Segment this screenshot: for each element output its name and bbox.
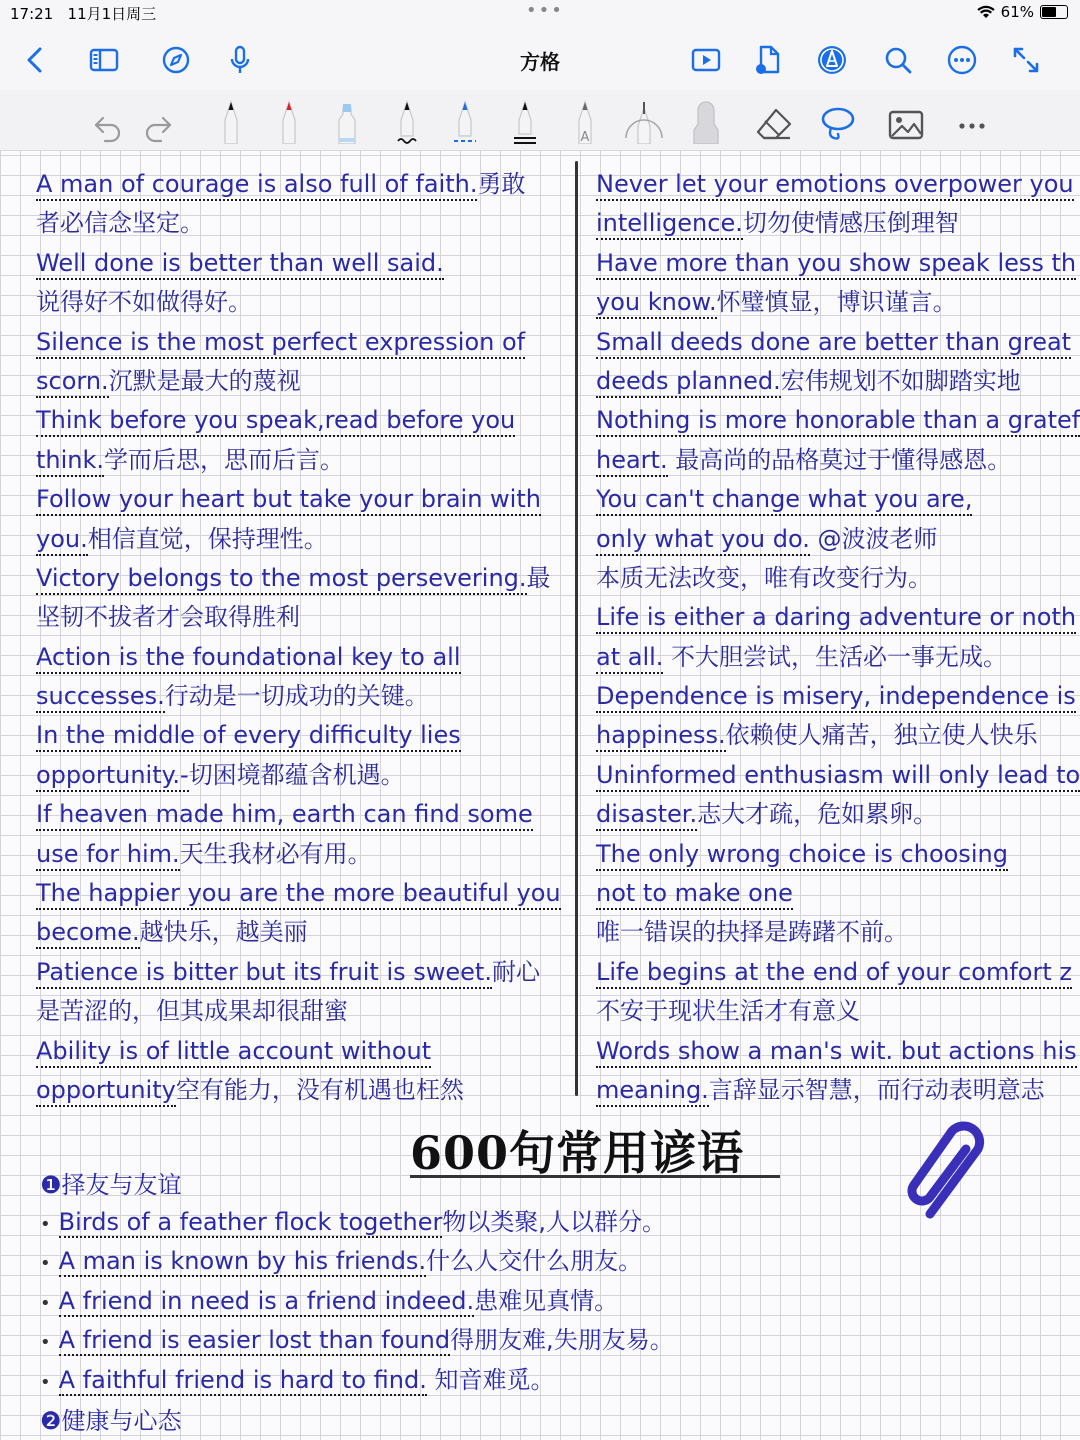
right-column-line xyxy=(596,1032,1080,1071)
right-column-line xyxy=(596,480,1080,519)
chinese-text: 不大胆尝试，生活必一事无成。 xyxy=(663,642,1008,671)
right-column-line xyxy=(596,1071,1080,1110)
right-column-line xyxy=(596,638,1080,677)
left-column-line xyxy=(36,913,568,952)
english-text: successes. xyxy=(36,682,165,713)
chinese-text: 者必信念坚定。 xyxy=(36,209,204,238)
left-column-line xyxy=(36,992,568,1031)
pen-black-icon[interactable] xyxy=(214,98,248,144)
right-column-line xyxy=(596,204,1080,243)
right-column-line xyxy=(596,559,1080,598)
left-column-line xyxy=(36,244,568,283)
left-column-line xyxy=(36,598,568,637)
ruler-pen-icon[interactable] xyxy=(622,98,666,144)
right-column-line xyxy=(596,362,1080,401)
english-text: disaster. xyxy=(596,800,697,831)
left-column-line xyxy=(36,323,568,362)
english-text: A man is known by his friends. xyxy=(58,1247,427,1276)
left-column-line xyxy=(36,362,568,401)
english-text: Silence is the most perfect expression of xyxy=(36,328,525,359)
english-text: scorn. xyxy=(36,367,109,398)
english-text: opportunity.- xyxy=(36,761,189,792)
proverb-list xyxy=(40,1203,760,1400)
left-column-line xyxy=(36,441,568,480)
chinese-text: 本质无法改变，唯有改变行为。 xyxy=(596,563,932,592)
chinese-text: 怀璧慎显，博识谨言。 xyxy=(716,288,957,317)
eraser-icon[interactable] xyxy=(752,98,796,144)
chinese-text: 说得好不如做得好。 xyxy=(36,288,252,317)
left-column-line xyxy=(36,401,568,440)
page-heading: 600句常用谚语 xyxy=(410,1117,780,1178)
expand-icon[interactable] xyxy=(1008,42,1044,78)
chinese-text: 坚韧不拔者才会取得胜利 xyxy=(36,603,300,632)
chinese-text: 切困境都蕴含机遇。 xyxy=(188,760,405,789)
english-text: Action is the foundational key to all xyxy=(36,643,461,674)
chinese-text: 知音难觅。 xyxy=(426,1365,555,1394)
english-text: Words show a man's wit. but actions his xyxy=(596,1037,1077,1068)
right-column xyxy=(596,165,1080,1110)
english-text: Nothing is more honorable than a gratef xyxy=(596,406,1080,437)
svg-text:A: A xyxy=(580,130,590,144)
paperclip-icon xyxy=(900,1119,1000,1229)
document-icon[interactable] xyxy=(750,42,786,78)
highlighter-blue-icon[interactable] xyxy=(330,98,364,144)
status-right xyxy=(977,3,1068,21)
chinese-text: 学而后思，思而后言。 xyxy=(104,445,345,474)
english-text: Victory belongs to the most persevering. xyxy=(36,564,527,595)
chinese-text: 勇敢 xyxy=(477,170,526,198)
chinese-text: 是苦涩的，但其成果却很甜蜜 xyxy=(36,997,348,1026)
right-column-line xyxy=(596,835,1080,874)
left-column-line xyxy=(36,1071,568,1110)
left-column-line xyxy=(36,716,568,755)
chinese-text: 切勿使情感压倒理智 xyxy=(742,209,959,238)
chinese-text: 最 xyxy=(526,563,551,592)
chinese-text: 依赖使人痛苦，独立使人快乐 xyxy=(725,721,1038,750)
back-icon[interactable] xyxy=(18,42,54,78)
left-column-line xyxy=(36,677,568,716)
chinese-text: 空有能力，没有机遇也枉然 xyxy=(175,1075,464,1104)
chinese-text: 沉默是最大的蔑视 xyxy=(108,366,301,395)
left-column-line xyxy=(36,1032,568,1071)
pen-underline-icon[interactable] xyxy=(508,98,542,144)
english-text: think. xyxy=(36,446,104,477)
chinese-text: 相信直觉，保持理性。 xyxy=(87,524,328,553)
english-text: meaning. xyxy=(596,1076,709,1107)
chinese-text: 天生我材必有用。 xyxy=(179,839,372,868)
english-text: use for him. xyxy=(36,840,180,871)
column-divider xyxy=(575,161,578,1096)
pen-wavy-icon[interactable] xyxy=(390,98,424,144)
chinese-text: @波波老师 xyxy=(809,524,938,553)
chinese-text: 唯一错误的抉择是踌躇不前。 xyxy=(596,918,908,947)
right-column-line xyxy=(596,441,1080,480)
bullet-icon: • xyxy=(40,1332,51,1354)
chinese-text: 患难见真情。 xyxy=(474,1286,619,1315)
english-text: Never let your emotions overpower you xyxy=(596,170,1074,201)
english-text: A faithful friend is hard to find. xyxy=(58,1365,427,1394)
right-column-line xyxy=(596,244,1080,283)
english-text: Life begins at the end of your comfort z xyxy=(596,958,1072,989)
wifi-icon xyxy=(977,5,995,19)
nav-bar xyxy=(0,28,1080,90)
chinese-text: 志大才疏，危如累卵。 xyxy=(697,800,938,829)
more-tools-icon[interactable] xyxy=(950,98,994,144)
english-text: Have more than you show speak less th xyxy=(596,249,1076,280)
more-icon[interactable] xyxy=(944,42,980,78)
pen-dashed-icon[interactable] xyxy=(448,98,482,144)
english-text: become. xyxy=(36,918,140,949)
pen-text-icon[interactable] xyxy=(568,98,602,144)
right-column-line xyxy=(596,598,1080,637)
right-column-line xyxy=(596,953,1080,992)
right-column-line xyxy=(596,992,1080,1031)
chinese-text: 得朋友难,失朋友易。 xyxy=(450,1326,674,1355)
english-text: The happier you are the more beautiful you xyxy=(36,879,561,910)
left-column-line xyxy=(36,520,568,559)
left-column-line xyxy=(36,480,568,519)
english-text: Well done is better than well said. xyxy=(36,249,444,280)
left-column-line xyxy=(36,795,568,834)
right-column-line xyxy=(596,401,1080,440)
left-column-line xyxy=(36,204,568,243)
english-text: Follow your heart but take your brain with xyxy=(36,485,541,516)
section-heading-friendship: ❶择友与友谊 xyxy=(40,1171,182,1199)
english-text: you know. xyxy=(596,288,717,319)
image-icon[interactable] xyxy=(884,98,928,144)
right-column-line xyxy=(596,165,1080,204)
search-icon[interactable] xyxy=(880,42,916,78)
drawing-toolbar xyxy=(0,90,1080,151)
english-text: you. xyxy=(36,525,88,556)
proverb-item xyxy=(40,1242,760,1281)
compass-icon[interactable] xyxy=(158,42,194,78)
english-text: happiness. xyxy=(596,721,726,752)
chinese-text: 最高尚的品格莫过于懂得感恩。 xyxy=(667,445,1012,474)
multitasking-dots[interactable]: ••• xyxy=(526,0,564,21)
english-text: Small deeds done are better than great xyxy=(596,328,1071,359)
left-column-line xyxy=(36,756,568,795)
english-text: Patience is bitter but its fruit is sweet. xyxy=(36,958,492,989)
left-column-line xyxy=(36,835,568,874)
redo-icon[interactable] xyxy=(138,98,178,144)
left-column xyxy=(36,165,568,1110)
right-column-line xyxy=(596,874,1080,913)
proverb-item xyxy=(40,1361,760,1400)
pen-red-icon[interactable] xyxy=(272,98,306,144)
english-text: In the middle of every difficulty lies xyxy=(36,721,461,752)
english-text: Life is either a daring adventure or noth xyxy=(596,603,1076,634)
bullet-icon: • xyxy=(40,1292,51,1314)
english-text: Uninformed enthusiasm will only lead to xyxy=(596,761,1080,792)
undo-icon[interactable] xyxy=(88,98,128,144)
left-column-line xyxy=(36,559,568,598)
english-text: heart. xyxy=(596,446,668,477)
english-text: Birds of a feather flock together xyxy=(58,1208,443,1236)
english-text: A man of courage is also full of faith. xyxy=(36,170,477,201)
bullet-icon: • xyxy=(40,1253,51,1275)
english-text: A friend in need is a friend indeed. xyxy=(58,1286,475,1315)
english-text: You can't change what you are, xyxy=(596,485,972,516)
english-text: Dependence is misery, independence is xyxy=(596,682,1076,713)
chinese-text: 行动是一切成功的关键。 xyxy=(164,682,429,711)
eraser-tip-icon[interactable] xyxy=(686,98,726,144)
chinese-text: 什么人交什么朋友。 xyxy=(426,1247,643,1276)
english-text: only what you do. xyxy=(596,525,810,556)
microphone-icon[interactable] xyxy=(222,42,258,78)
right-column-line xyxy=(596,795,1080,834)
lasso-icon[interactable] xyxy=(816,98,860,144)
english-text: intelligence. xyxy=(596,209,743,240)
status-time: 17:21 11月1日周三 xyxy=(10,5,157,23)
english-text: deeds planned. xyxy=(596,367,781,398)
status-bar xyxy=(0,0,1080,28)
english-text: at all. xyxy=(596,643,663,674)
bullet-icon: • xyxy=(40,1371,51,1393)
left-column-line xyxy=(36,638,568,677)
right-column-line xyxy=(596,913,1080,952)
proverb-item xyxy=(40,1203,760,1242)
section-heading-health: ❷健康与心态 xyxy=(40,1407,182,1435)
left-column-line xyxy=(36,953,568,992)
chinese-text: 言辞显示智慧，而行动表明意志 xyxy=(708,1075,1045,1104)
proverb-item xyxy=(40,1321,760,1360)
proverb-item xyxy=(40,1282,760,1321)
pen-mode-icon[interactable] xyxy=(814,42,850,78)
chinese-text: 不安于现状生活才有意义 xyxy=(596,997,860,1026)
bullet-icon: • xyxy=(40,1214,51,1235)
right-column-line xyxy=(596,283,1080,322)
chinese-text: 物以类聚,人以群分。 xyxy=(442,1208,666,1236)
chinese-text: 宏伟规划不如脚踏实地 xyxy=(780,366,1021,395)
english-text: not to make one xyxy=(596,879,793,910)
right-column-line xyxy=(596,716,1080,755)
right-column-line xyxy=(596,520,1080,559)
english-text: The only wrong choice is choosing xyxy=(596,840,1008,871)
english-text: opportunity xyxy=(36,1076,176,1107)
play-icon[interactable] xyxy=(688,42,724,78)
note-page[interactable] xyxy=(0,151,1080,1440)
english-text: Think before you speak,read before you xyxy=(36,406,515,437)
sidebar-icon[interactable] xyxy=(86,42,122,78)
right-column-line xyxy=(596,756,1080,795)
english-text: If heaven made him, earth can find some xyxy=(36,800,533,831)
left-column-line xyxy=(36,283,568,322)
english-text: A friend is easier lost than found xyxy=(58,1326,451,1355)
document-title[interactable]: 方格 xyxy=(520,50,560,74)
chinese-text: 越快乐，越美丽 xyxy=(139,918,308,947)
english-text: Ability is of little account without xyxy=(36,1037,431,1068)
chinese-text: 耐心 xyxy=(491,957,540,986)
left-column-line xyxy=(36,874,568,913)
left-column-line xyxy=(36,165,568,204)
battery-icon xyxy=(1040,5,1068,19)
right-column-line xyxy=(596,677,1080,716)
right-column-line xyxy=(596,323,1080,362)
battery-percent: 61% xyxy=(1000,3,1034,21)
